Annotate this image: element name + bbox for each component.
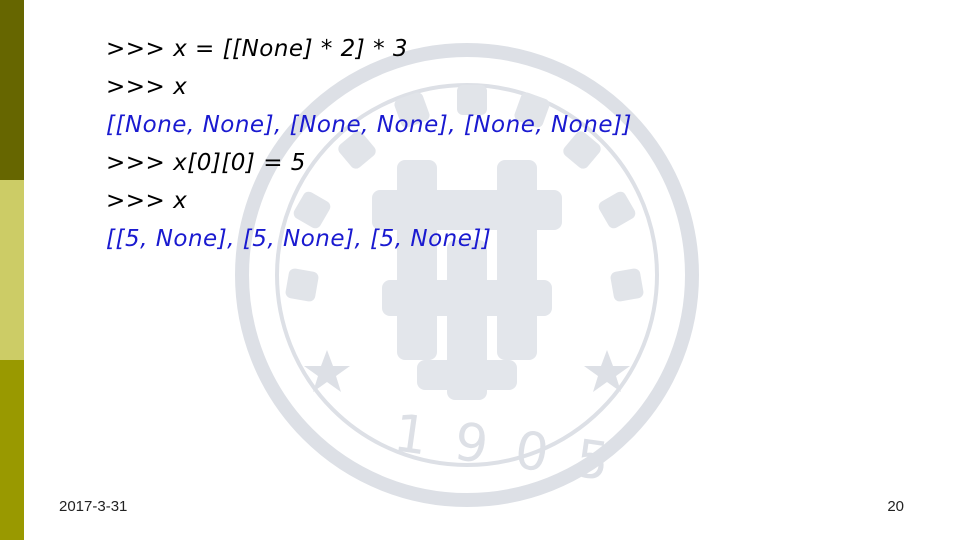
page-number: 20: [887, 498, 904, 515]
code-line-input: >>> x = [[None] * 2] * 3: [106, 36, 409, 62]
code-line-output: [[None, None], [None, None], [None, None]]: [106, 112, 632, 138]
accent-bar-top: [0, 0, 24, 180]
accent-bar-middle: [0, 180, 24, 360]
code-line-output: [[5, None], [5, None], [5, None]]: [106, 226, 492, 252]
code-block: [106, 30, 926, 258]
code-line-input: >>> x: [106, 188, 188, 214]
accent-bar-bottom: [0, 360, 24, 540]
code-line-input: >>> x[0][0] = 5: [106, 150, 306, 176]
code-line-input: >>> x: [106, 74, 188, 100]
watermark-year: 1905: [390, 403, 641, 497]
footer-date: 2017-3-31: [59, 498, 128, 515]
